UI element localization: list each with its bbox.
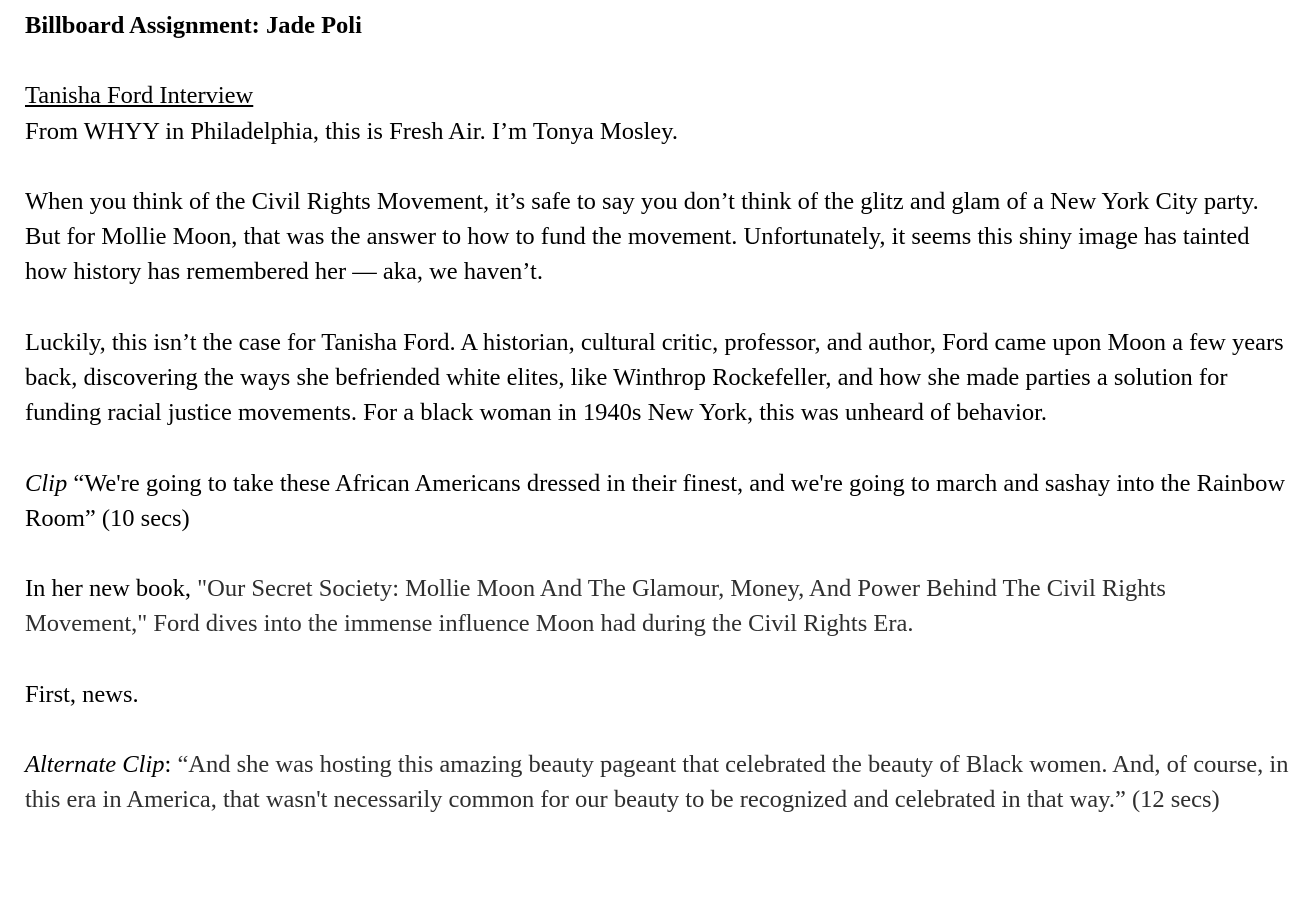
book-lead: In her new book, [25,575,198,603]
alternate-clip-text: “And she was hosting this amazing beauty pageant that celebrated the beauty of Black women. And, of course, in this era in America, that wasn't necessarily common for our beauty to be recognized and celebrated in that way.” (12 secs) [25,751,1289,814]
alternate-clip-colon: : [164,751,178,779]
document-title: Billboard Assignment: Jade Poli [25,12,362,39]
news-line: First, news. [25,680,139,708]
clip-text: “We're going to take these African Americans dressed in their finest, and we're going to march and sashay into the Rainbow Room” (10 secs) [25,469,1286,532]
book-paragraph [25,571,1292,641]
intro-line: From WHYY in Philadelphia, this is Fresh Air. I’m Tonya Mosley. [25,117,678,145]
paragraph-2: Luckily, this isn’t the case for Tanisha Ford. A historian, cultural critic, professor, and author, Ford came upon Moon a few years back, discovering the ways she befriended white elites, like Winthrop Rockefeller, and how she made parties a solution for funding racial justice movements. For a black woman in 1940s New York, this was unheard of behavior. [25,328,1284,427]
clip-paragraph [25,466,1292,536]
alternate-clip-paragraph [25,747,1292,817]
book-text: "Our Secret Society: Mollie Moon And The Glamour, Money, And Power Behind The Civil Rights Movement," Ford dives into the immense influence Moon had during the Civil Rights Era. [25,575,1166,638]
alternate-clip-label: Alternate Clip [25,751,165,779]
clip-label: Clip [25,469,68,497]
paragraph-1: When you think of the Civil Rights Movement, it’s safe to say you don’t think of the glitz and glam of a New York City party. But for Mollie Moon, that was the answer to how to fund the movement. Unfortunately, it seems this shiny image has tainted how history has remembered her — aka, we haven’t. [25,187,1259,286]
section-heading: Tanisha Ford Interview [25,82,254,110]
